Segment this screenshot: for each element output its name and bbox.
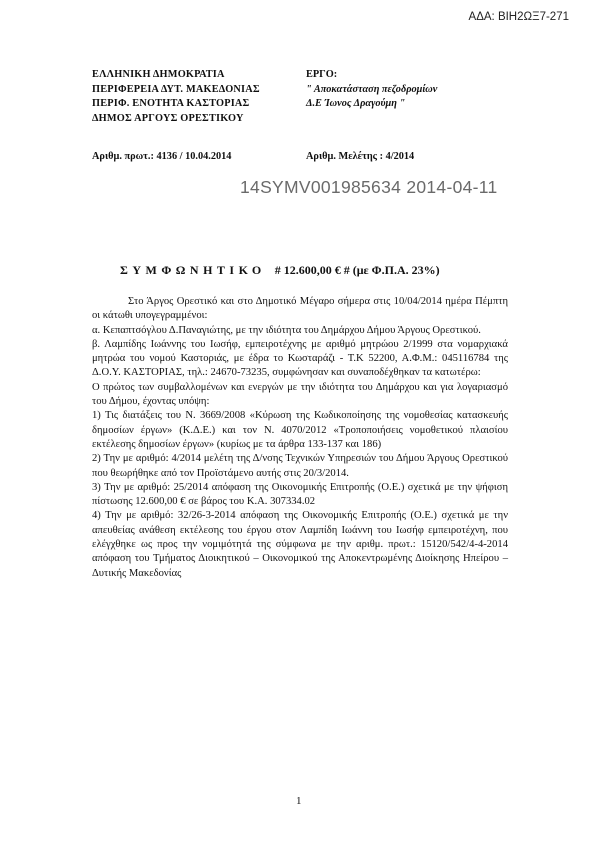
body-paragraph: β. Λαμπίδης Ιωάννης του Ιωσήφ, εμπειροτέχνης με αριθμό μητρώου 2/1999 στα νομαρχιακά μητρώα του νομού Καστοριάς, με έδρα το Κωσταράζι - Τ.Κ 52200, Α.Φ.Μ.: 045116784 της Δ.Ο.Υ. ΚΑΣΤΟΡΙΑΣ, τηλ.: 24670-73235, συμφώνησαν και συναποδέχθηκαν τα κατωτέρω: [92, 338, 508, 379]
body-paragraph: Ο πρώτος των συμβαλλομένων και ενεργών με την ιδιότητα του Δημάρχου και για λογαριασμό του Δήμου, έχοντας υπόψη: [92, 381, 508, 408]
header-line: ΠΕΡΙΦΕΡΕΙΑ ΔΥΤ. ΜΑΚΕΔΟΝΙΑΣ [92, 83, 260, 95]
body-paragraph: 1) Τις διατάξεις του Ν. 3669/2008 «Κύρωση της Κωδικοποίησης της νομοθεσίας κατασκευής δημοσίων έργων» (Κ.Δ.Ε.) και τον Ν. 4070/2012 «Τροποποιήσεις νομοθετικού πλαισίου εκτέλεσης δημοσίων έργων» (κυρίως με τα άρθρα 133-137 και 186) [92, 410, 508, 450]
project-header [306, 68, 437, 112]
ada-code: ΑΔΑ: ΒΙΗ2ΩΞ7-271 [468, 11, 569, 23]
document-body [92, 295, 508, 581]
page-number: 1 [296, 795, 302, 807]
body-paragraph: 3) Την με αριθμό: 25/2014 απόφαση της Οικονομικής Επιτροπής (Ο.Ε.) σχετικά με την ψήφιση πίστωσης 12.600,00 € σε βάρος του Κ.Α. 307334.02 [92, 481, 508, 508]
project-label: ΕΡΓΟ: [306, 69, 338, 80]
issuer-header [92, 68, 260, 126]
header-line: ΔΗΜΟΣ ΑΡΓΟΥΣ ΟΡΕΣΤΙΚΟΥ [92, 112, 244, 124]
study-number: Αριθμ. Μελέτης : 4/2014 [306, 151, 415, 162]
body-paragraph: Στο Άργος Ορεστικό και στο Δημοτικό Μέγαρο σήμερα στις 10/04/2014 ημέρα Πέμπτη οι κάτωθι υπογεγραμμένοι: [92, 296, 508, 322]
protocol-number: Αριθμ. πρωτ.: 4136 / 10.04.2014 [92, 151, 232, 162]
header-line: ΕΛΛΗΝΙΚΗ ΔΗΜΟΚΡΑΤΙΑ [92, 69, 225, 80]
body-paragraph: 4) Την με αριθμό: 32/26-3-2014 απόφαση της Οικονομικής Επιτροπής (Ο.Ε.) σχετικά με την απευθείας ανάθεση εκτέλεσης του έργου στον Λαμπίδη Ιωάννη του Ιωσήφ εμπειροτέχνη, που ελέγχθηκε ως προς την νομιμότητά της σύμφωνα με την αριθμ. πρωτ.: 15120/542/4-4-2014 απόφαση του Τμήματος Διοικητικού – Οικονομικού της Αποκεντρωμένης Διοίκησης Ηπείρου – Δυτικής Μακεδονίας [92, 510, 508, 579]
document-title [120, 263, 440, 278]
project-title-line: " Αποκατάσταση πεζοδρομίων [306, 83, 438, 95]
body-paragraph: 2) Την με αριθμό: 4/2014 μελέτη της Δ/νσης Τεχνικών Υπηρεσιών του Δήμου Άργους Ορεστικού που θεωρήθηκε από τον Προϊστάμενο αυτής στις 20/3/2014. [92, 453, 508, 479]
body-paragraph: α. Κεπαπτσόγλου Δ.Παναγιώτης, με την ιδιότητα του Δημάρχου Δήμου Άργους Ορεστικού. [92, 324, 481, 336]
title-amount: # 12.600,00 € # (με Φ.Π.Α. 23%) [274, 263, 440, 277]
project-title-line: Δ.Ε Ίωνος Δραγούμη " [306, 98, 406, 109]
title-word: ΣΥΜΦΩΝΗΤΙΚΟ [120, 263, 266, 277]
registry-stamp: 14SYMV001985634 2014-04-11 [240, 177, 498, 197]
header-line: ΠΕΡΙΦ. ΕΝΟΤΗΤΑ ΚΑΣΤΟΡΙΑΣ [92, 98, 250, 109]
